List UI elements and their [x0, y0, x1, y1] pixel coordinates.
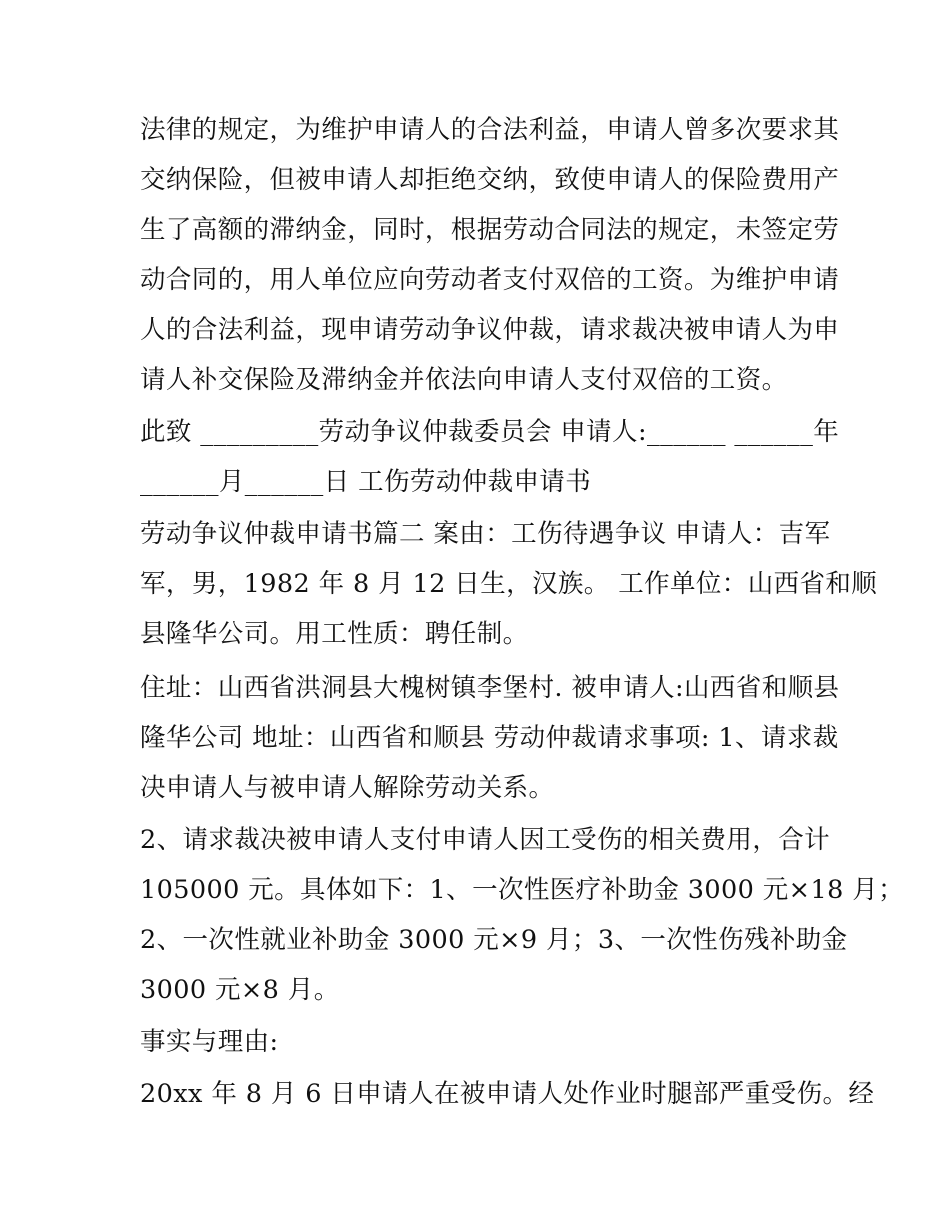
text-line: 20xx 年 8 月 6 日申请人在被申请人处作业时腿部严重受伤。经: [140, 1079, 875, 1109]
text-line: 县隆华公司。用工性质：聘任制。: [140, 619, 529, 649]
text-line: 人的合法利益，现申请劳动争议仲裁，请求裁决被申请人为申: [140, 315, 840, 345]
text-line: 事实与理由:: [140, 1027, 279, 1057]
text-line: 法律的规定，为维护申请人的合法利益，申请人曾多次要求其: [140, 115, 840, 145]
text-line: 3000 元×8 月。: [140, 975, 340, 1005]
text-line: 隆华公司 地址：山西省和顺县 劳动仲裁请求事项: 1、请求裁: [140, 723, 839, 753]
text-line: 动合同的，用人单位应向劳动者支付双倍的工资。为维护申请: [140, 265, 840, 295]
text-line: 请人补交保险及滞纳金并依法向申请人支付双倍的工资。: [140, 365, 788, 395]
text-line: 105000 元。具体如下：1、一次性医疗补助金 3000 元×18 月；: [140, 875, 905, 905]
text-line: 此致 _________劳动争议仲裁委员会 申请人:______ ______年: [140, 417, 840, 447]
text-line: 决申请人与被申请人解除劳动关系。: [140, 773, 555, 803]
text-line: 生了高额的滞纳金，同时，根据劳动合同法的规定，未签定劳: [140, 215, 840, 245]
text-line: ______月______日 工伤劳动仲裁申请书: [140, 467, 592, 497]
text-line: 交纳保险，但被申请人却拒绝交纳，致使申请人的保险费用产: [140, 165, 840, 195]
text-line: 2、请求裁决被申请人支付申请人因工受伤的相关费用，合计: [140, 825, 831, 855]
text-line: 住址：山西省洪洞县大槐树镇李堡村. 被申请人:山西省和顺县: [140, 673, 840, 703]
text-line: 劳动争议仲裁申请书篇二 案由：工伤待遇争议 申请人：吉军: [140, 519, 831, 549]
text-line: 2、一次性就业补助金 3000 元×9 月；3、一次性伤残补助金: [140, 925, 848, 955]
text-line: 军，男，1982 年 8 月 12 日生，汉族。 工作单位：山西省和顺: [140, 569, 878, 599]
